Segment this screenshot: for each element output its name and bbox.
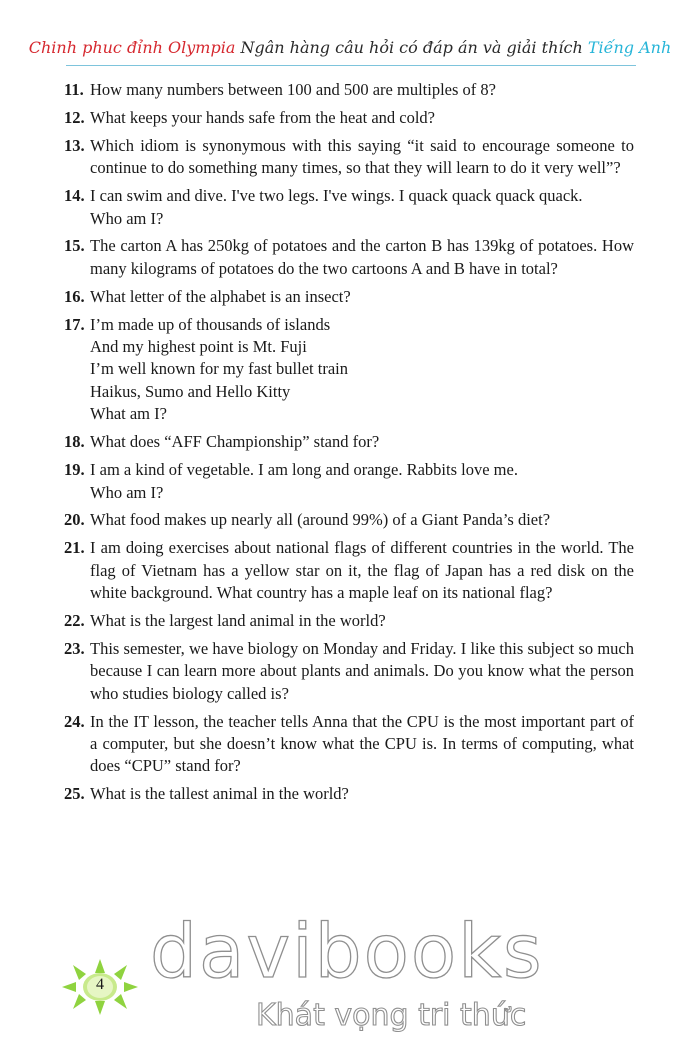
question-line: Haikus, Sumo and Hello Kitty [90,381,291,401]
question-text [90,135,634,180]
question-text [90,286,634,308]
question-number: 12. [64,107,85,127]
question-text [90,314,634,426]
question-item [64,431,634,453]
question-item [64,711,634,778]
question-line: Who am I? [90,208,164,228]
question-line: The carton A has 250kg of potatoes and the carton B has 139kg of potatoes. How many kilograms of potatoes do the two cartoons A and B have in total? [90,236,634,278]
question-text [90,711,634,778]
question-line: I’m made up of thousands of islands [90,314,331,334]
question-item [64,783,634,805]
question-text [90,537,634,604]
question-number: 11. [64,80,84,99]
header-title-middle: Ngân hàng câu hỏi có đáp án và giải thích [240,38,583,57]
question-item [64,107,634,129]
question-number: 13. [64,135,85,155]
question-item [64,314,634,426]
question-number: 19. [64,460,85,480]
question-line: I’m well known for my fast bullet train [90,359,348,379]
question-line: What does “AFF Championship” stand for? [90,432,380,452]
question-line: What am I? [90,404,167,424]
publisher-tagline: Khát vọng tri thức [256,998,527,1033]
question-text [90,431,634,453]
question-text [90,783,634,805]
question-line: What letter of the alphabet is an insect? [90,286,351,306]
question-text [90,235,634,280]
question-line: Which idiom is synonymous with this saying “it said to encourage someone to continue to do something many times, so that they will learn to do it very well”? [90,135,634,178]
question-number: 21. [64,538,85,558]
question-item [64,286,634,308]
question-text [90,107,634,129]
question-line: What food makes up nearly all (around 99%) of a Giant Panda’s diet? [90,510,551,530]
publisher-logo-text: davibooks [150,909,544,995]
question-text [90,610,634,632]
running-header [0,38,700,58]
question-number: 17. [64,314,85,334]
question-item [64,638,634,705]
question-line: How many numbers between 100 and 500 are multiples of 8? [90,80,496,99]
question-line: I am a kind of vegetable. I am long and orange. Rabbits love me. [90,460,518,480]
question-number: 25. [64,784,85,804]
question-item [64,235,634,280]
question-line: Who am I? [90,482,164,502]
question-text [90,79,634,101]
question-number: 24. [64,711,85,731]
question-line: What keeps your hands safe from the heat and cold? [90,107,435,127]
question-item [64,79,634,101]
header-title-left: Chinh phuc đỉnh Olympia [28,38,236,57]
question-number: 14. [64,186,85,206]
question-text [90,509,634,531]
question-number: 16. [64,286,85,306]
question-text [90,459,634,504]
question-number: 15. [64,236,85,256]
question-line: I am doing exercises about national flags of different countries in the world. The flag of Vietnam has a yellow star on it, the flag of Japan has a red disk on the white background. What country has a maple leaf on its national flag? [90,538,634,603]
question-item [64,537,634,604]
page-number: 4 [96,976,104,993]
question-number: 23. [64,638,85,658]
question-line: And my highest point is Mt. Fuji [90,337,307,357]
question-number: 18. [64,432,85,452]
question-line: What is the tallest animal in the world? [90,784,349,804]
question-line: I can swim and dive. I've two legs. I've wings. I quack quack quack quack. [90,186,583,206]
question-text [90,638,634,705]
question-number: 22. [64,611,85,631]
question-item [64,610,634,632]
header-title-right: Tiếng Anh [587,38,672,57]
question-item [64,509,634,531]
question-line: In the IT lesson, the teacher tells Anna that the CPU is the most important part of a computer, but she doesn’t know what the CPU is. In terms of computing, what does “CPU” stand for? [90,711,634,776]
question-number: 20. [64,510,85,530]
question-item [64,459,634,504]
question-line: What is the largest land animal in the world? [90,611,386,631]
question-line: This semester, we have biology on Monday and Friday. I like this subject so much because I can learn more about plants and animals. Do you know what the person who studies biology called is? [90,638,634,703]
header-divider [66,65,636,66]
question-item [64,135,634,180]
question-list [64,79,634,811]
question-item [64,185,634,230]
question-text [90,185,634,230]
